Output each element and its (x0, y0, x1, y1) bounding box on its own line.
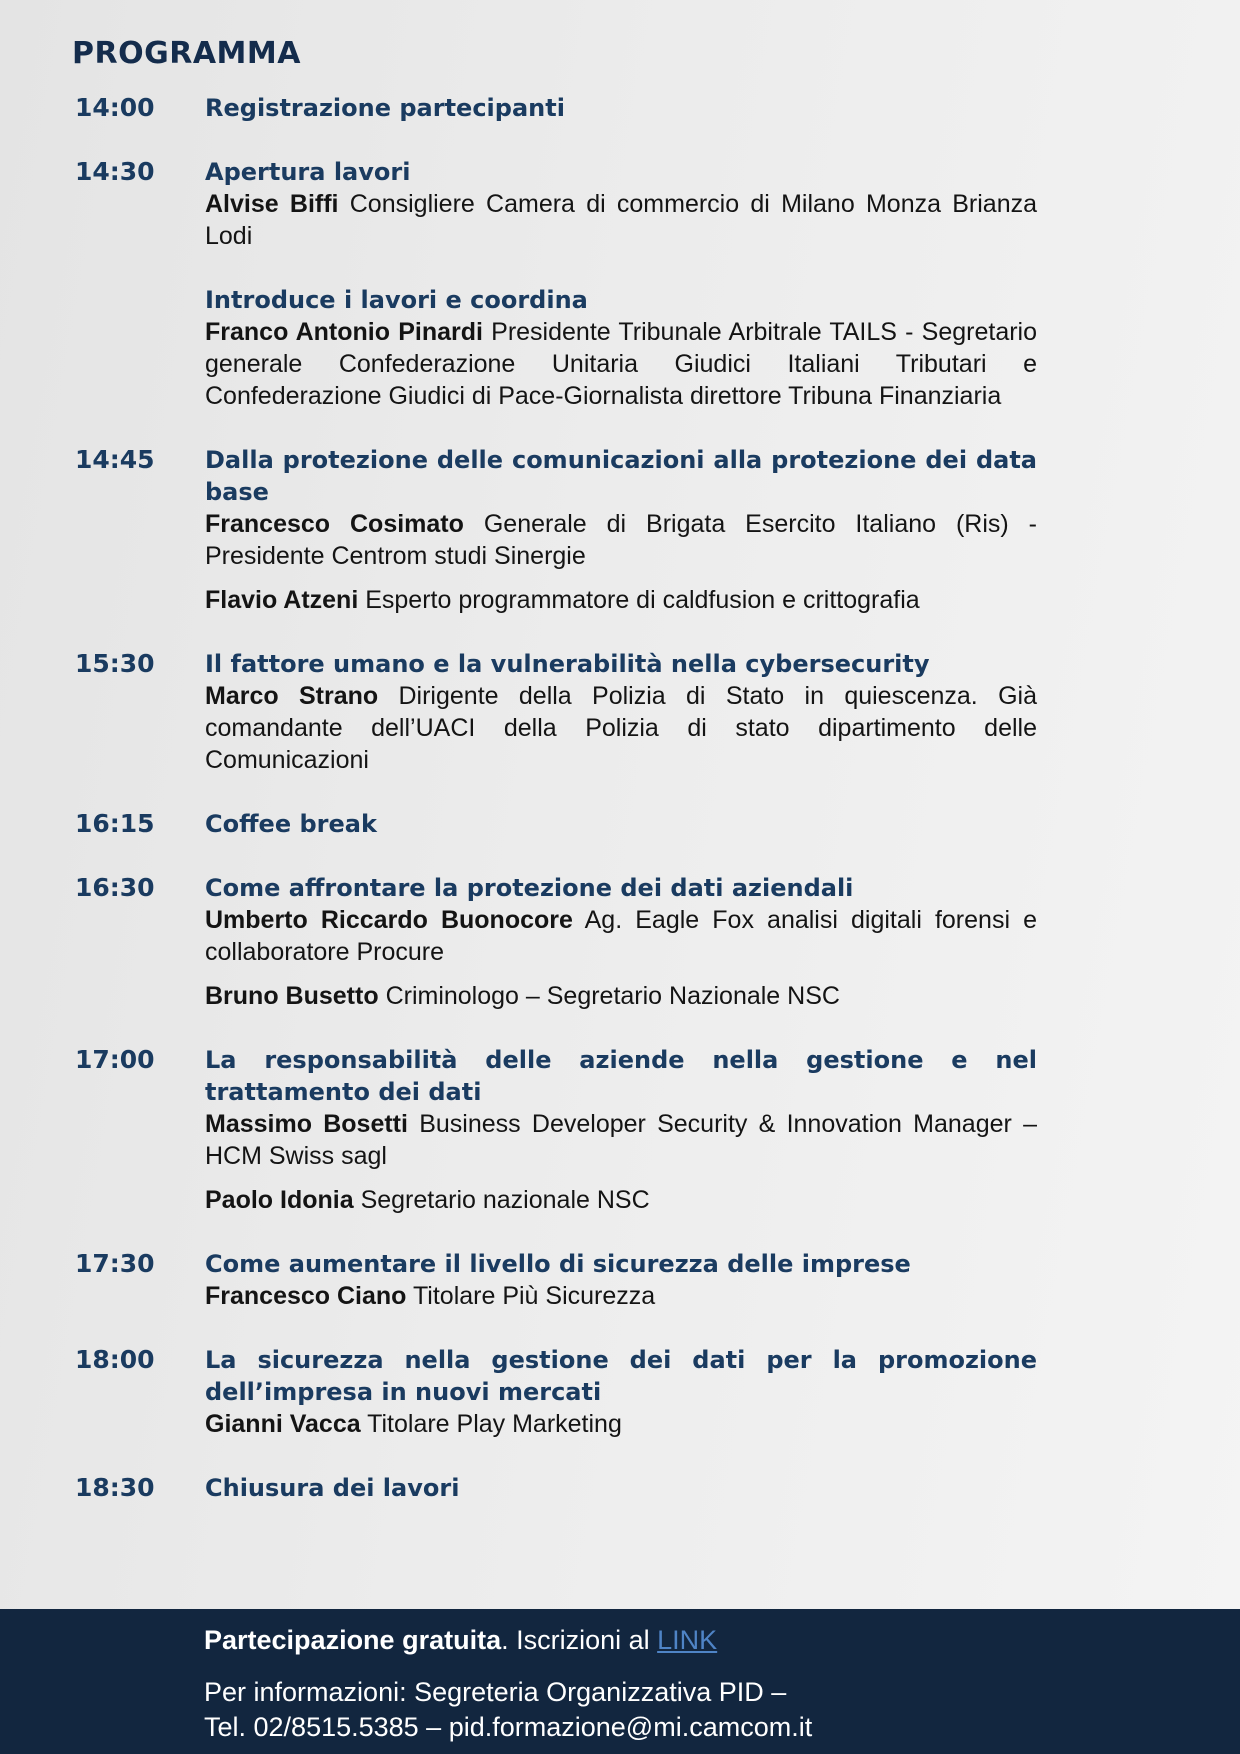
speaker-name: Massimo Bosetti (205, 1110, 408, 1138)
speaker-entry (205, 508, 1037, 572)
speaker-entry (205, 1108, 1037, 1172)
session-title: La sicurezza nella gestione dei dati per la promozione dell’impresa in nuovi mercati (205, 1346, 1037, 1406)
slot-time: 18:30 (75, 1473, 155, 1502)
slot-time: 16:30 (75, 873, 155, 902)
slot-time: 17:30 (75, 1249, 155, 1278)
slot-time: 16:15 (75, 809, 155, 838)
speaker-role: Business Developer Security & Innovation Manager – HCM Swiss sagl (205, 1110, 1037, 1170)
speaker-role: Titolare Play Marketing (367, 1410, 622, 1438)
program-slot (75, 92, 1037, 124)
program-list (75, 92, 1037, 1536)
speaker-role: Titolare Più Sicurezza (412, 1282, 656, 1310)
contact-line: Per informazioni: Segreteria Organizzativa PID – (204, 1677, 787, 1707)
session-title: La responsabilità delle aziende nella gestione e nel trattamento dei dati (205, 1046, 1037, 1106)
program-slot (75, 1472, 1037, 1504)
footer-banner (0, 1609, 1240, 1754)
registration-text: . Iscrizioni al (501, 1625, 658, 1655)
program-slot (75, 1044, 1037, 1216)
speaker-name: Francesco Ciano (205, 1282, 407, 1310)
session-title: Introduce i lavori e coordina (205, 286, 588, 314)
slot-time: 18:00 (75, 1345, 155, 1374)
free-participation-label: Partecipazione gratuita (204, 1625, 502, 1655)
program-slot (75, 872, 1037, 1012)
speaker-name: Flavio Atzeni (205, 586, 359, 614)
speaker-name: Bruno Busetto (205, 982, 379, 1010)
speaker-entry (205, 584, 1037, 616)
session-title: Chiusura dei lavori (205, 1474, 460, 1502)
speaker-entry (205, 1408, 1037, 1440)
slot-time: 17:00 (75, 1045, 155, 1074)
speaker-name: Francesco Cosimato (205, 510, 464, 538)
slot-time: 14:45 (75, 445, 155, 474)
contact-info (204, 1675, 812, 1745)
speaker-name: Umberto Riccardo Buonocore (205, 906, 573, 934)
speaker-entry (205, 980, 1037, 1012)
speaker-name: Paolo Idonia (205, 1186, 354, 1214)
session-title: Registrazione partecipanti (205, 94, 565, 122)
slot-time: 14:30 (75, 157, 155, 186)
slot-time: 15:30 (75, 649, 155, 678)
speaker-role: Presidente Tribunale Arbitrale TAILS - Segretario generale Confederazione Unitaria Giudici Italiani Tributari e Confederazione Giudici di Pace-Giornalista direttore Tribuna Finanziaria (205, 318, 1038, 410)
speaker-entry (205, 1280, 1037, 1312)
speaker-role: Segretario nazionale NSC (360, 1186, 650, 1214)
speaker-role: Consigliere Camera di commercio di Milano Monza Brianza Lodi (205, 190, 1038, 250)
program-slot (75, 808, 1037, 840)
contact-line: Tel. 02/8515.5385 – pid.formazione@mi.camcom.it (204, 1712, 813, 1742)
speaker-entry (205, 188, 1037, 252)
speaker-role: Generale di Brigata Esercito Italiano (Ris) - Presidente Centrom studi Sinergie (205, 510, 1037, 570)
speaker-role: Esperto programmatore di caldfusion e crittografia (365, 586, 920, 614)
session-title: Coffee break (205, 810, 377, 838)
program-slot (75, 648, 1037, 776)
program-slot (75, 156, 1037, 412)
speaker-role: Criminologo – Segretario Nazionale NSC (385, 982, 840, 1010)
speaker-role: Dirigente della Polizia di Stato in quiescenza. Già comandante dell’UACI della Polizia di stato dipartimento delle Comunicazioni (205, 682, 1037, 774)
speaker-name: Gianni Vacca (205, 1410, 361, 1438)
speaker-name: Alvise Biffi (205, 190, 339, 218)
program-slot (75, 1344, 1037, 1440)
speaker-entry (205, 316, 1037, 412)
speaker-entry (205, 1184, 1037, 1216)
registration-line (204, 1623, 717, 1657)
speaker-entry (205, 680, 1037, 776)
speaker-name: Marco Strano (205, 682, 379, 710)
program-slot (75, 444, 1037, 616)
session-title: Il fattore umano e la vulnerabilità nella cybersecurity (205, 650, 930, 678)
speaker-role: Ag. Eagle Fox analisi digitali forensi e collaboratore Procure (205, 906, 1037, 966)
slot-time: 14:00 (75, 93, 155, 122)
session-title: Come affrontare la protezione dei dati aziendali (205, 874, 854, 902)
speaker-entry (205, 904, 1037, 968)
speaker-name: Franco Antonio Pinardi (205, 318, 483, 346)
session-title: Apertura lavori (205, 158, 411, 186)
session-title: Dalla protezione delle comunicazioni alla protezione dei data base (205, 446, 1037, 506)
page-title: PROGRAMMA (72, 36, 301, 71)
session-title: Come aumentare il livello di sicurezza delle imprese (205, 1250, 911, 1278)
program-slot (75, 1248, 1037, 1312)
registration-link[interactable]: LINK (657, 1625, 718, 1655)
